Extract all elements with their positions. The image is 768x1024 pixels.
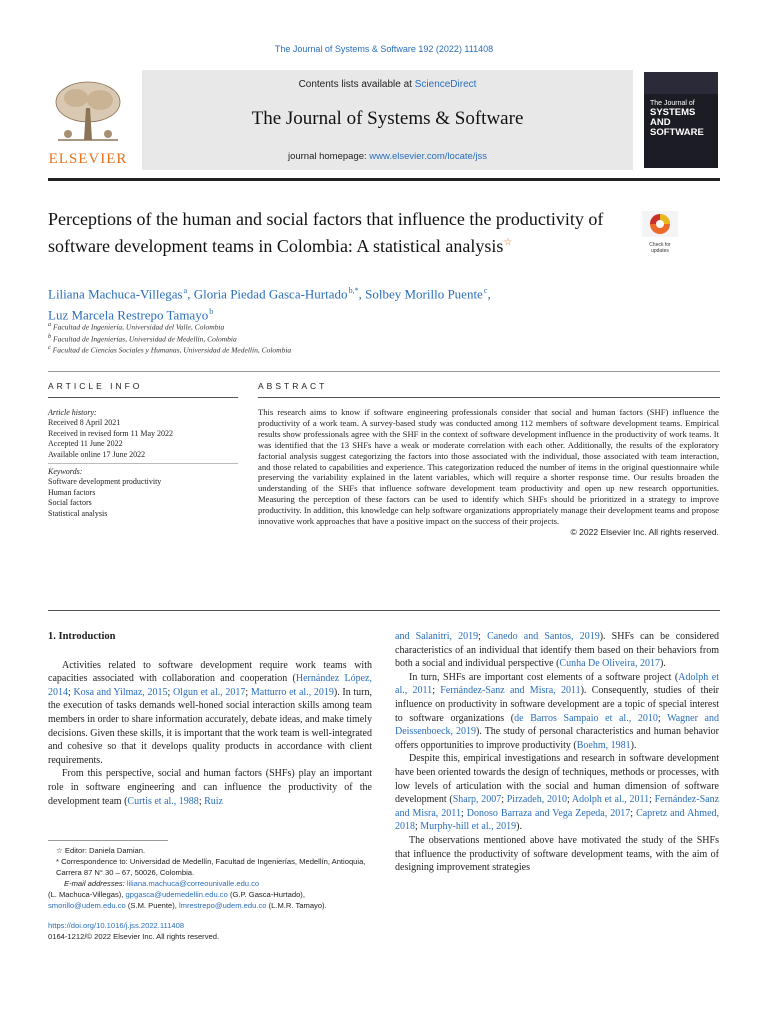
keyword-item: Software development productivity: [48, 477, 162, 487]
citation-link[interactable]: Pirzadeh, 2010: [506, 794, 567, 806]
author-name[interactable]: Luz Marcela Restrepo Tamayo: [48, 307, 209, 323]
intro-paragraph: The observations mentioned above have motivated the study of the SHFs that influence the productivity of software development teams, with the aim of designing improvement strategies: [395, 834, 719, 874]
intro-paragraph: Activities related to software development require work teams with capacities associated with collaboration and cooperation (Hernández López, 2014; Kosa and Yilmaz, 2015; Olgun et al., 2017; Matturro et al., 2019). In turn, the execution of tasks demands well-honed social interaction skills among team members in order to share information accurately, debate ideas, and make timely decisions. Given these skills, it is important that the work team is well-integrated and cohesive so that it develops quality products in accordance with client requirements.: [48, 659, 372, 766]
affiliation-text: Facultad de Ingeniería, Universidad del Valle, Colombia: [53, 322, 225, 332]
citation-link[interactable]: Adolph et al., 2011: [395, 671, 719, 697]
author-list: Liliana Machuca-Villegas $^a$, Gloria Piedad Gasca-Hurtado $^{b,*}$, Solbey Morillo Puente $^c$, Luz Marcela Restrepo Tamayo $^b$: [48, 286, 491, 323]
left-column: [48, 630, 372, 808]
author-name[interactable]: Gloria Piedad Gasca-Hurtado: [193, 286, 348, 302]
text-run: ).: [630, 739, 637, 751]
affiliation-sup: b: [48, 333, 52, 340]
check-updates-badge[interactable]: [642, 211, 678, 254]
history-item: Accepted 11 June 2022: [48, 439, 123, 449]
article-info: [48, 408, 238, 519]
text-run: ). The study of personal characteristics and human behavior offers opportunities to improve productivity (: [395, 726, 719, 751]
banner-center: [142, 70, 633, 170]
correspondence-footnote: * Correspondence to: Universidad de Medellín, Facultad de Ingenierías, Medellín, Antioquia, Carrera 87 N° 30 – 67, 50026, Colombia.: [56, 857, 366, 877]
citation-link[interactable]: Capretz and Ahmed, 2018: [395, 807, 720, 833]
intro-paragraph: and Salanitri, 2019; Canedo and Santos, 2019). SHFs can be considered characteristics of an individual that identify them based on their behaviors from both a social and individual perspective (Cunha De Oliveira, 2017).: [395, 631, 720, 670]
affiliation-sup: c: [48, 344, 51, 351]
title-footnote-star[interactable]: ☆: [503, 237, 513, 248]
article-title: [48, 208, 628, 258]
email-link[interactable]: smorillo@udem.edu.co: [48, 901, 126, 910]
history-item: Available online 17 June 2022: [48, 449, 146, 459]
keywords-rule: [48, 463, 238, 464]
cover-line1: The Journal of: [650, 100, 695, 107]
citation-link[interactable]: Kosa and Yilmaz, 2015: [73, 686, 168, 698]
contents-line: [142, 79, 633, 90]
text-run: Despite this, empirical investigations and research in software development have been oriented towards the design of techniques, methods or processes, with low levels of articulation with the social and human dimension of software development (: [395, 753, 719, 806]
publisher-name: ELSEVIER: [48, 151, 128, 167]
check-updates-label: Check for updates: [649, 242, 671, 254]
email-owner: (L.M.R. Tamayo).: [268, 901, 327, 910]
info-rule: [48, 397, 238, 398]
text-run: ).: [659, 658, 666, 670]
citation-link[interactable]: Fernández-Sanz and Misra, 2011: [440, 685, 581, 697]
text-run: ). SHFs can be considered characteristics of an individual that identify them based on their behaviors from both a social and individual perspective (: [395, 631, 720, 670]
keyword-item: Human factors: [48, 487, 96, 497]
citation-link[interactable]: Ruiz: [204, 795, 223, 807]
history-item: Received in revised form 11 May 2022: [48, 428, 174, 438]
text-run: ).: [516, 821, 522, 833]
affiliation: [48, 321, 224, 332]
author-name[interactable]: Liliana Machuca-Villegas: [48, 286, 183, 302]
cover-stripe: [644, 72, 718, 94]
article-title-text: Perceptions of the human and social factors that influence the productivity of software development teams in Colombia: A statistical analysis: [48, 209, 604, 256]
header-rule: [48, 178, 720, 181]
affiliation-sup: a: [48, 321, 52, 328]
author-sup: b: [209, 307, 214, 317]
email-owner: (S.M. Puente),: [127, 901, 177, 910]
citation-link[interactable]: Canedo and Santos, 2019: [487, 631, 600, 642]
history-label: Article history:: [48, 408, 97, 417]
journal-title: The Journal of Systems & Software: [251, 108, 524, 129]
citation-link[interactable]: Boehm, 1981: [576, 739, 631, 751]
affiliation: [48, 344, 291, 355]
email-owner: (L. Machuca-Villegas),: [48, 890, 124, 899]
homepage-prefix: journal homepage:: [287, 151, 370, 162]
journal-banner: [48, 70, 720, 170]
text-run: Activities related to software development require work teams with capacities associated with collaboration and cooperation (: [48, 659, 372, 685]
affiliation-text: Facultad de Ingenierías, Universidad de Medellín, Colombia: [53, 334, 237, 344]
text-run: In turn, SHFs are important cost elements of a software project (: [409, 671, 679, 683]
affiliation-rule: [48, 371, 720, 372]
citation-link[interactable]: Curtis et al., 1988: [127, 795, 199, 807]
citation-link[interactable]: Donoso Barraza and Vega Zepeda, 2017: [466, 807, 631, 819]
homepage-line: [142, 151, 633, 162]
citation-link[interactable]: Sharp, 2007: [452, 794, 502, 806]
abstract-body: [258, 407, 719, 538]
citation-link[interactable]: Murphy-hill et al., 2019: [420, 821, 517, 833]
keyword-item: Social factors: [48, 498, 92, 508]
sciencedirect-link[interactable]: ScienceDirect: [414, 79, 477, 90]
check-updates-icon: [642, 211, 678, 237]
abstract-text: This research aims to know if software engineering professionals consider that social and human factors (SHF) influence the productivity of a work team. A survey-based study was conducted among 112 members of software development teams. Empirical results show professionals agree with the SHF in the context of software development influence in the productivity of work teams. It was identified that the 13 SHFs have a weak or moderate correlation with each other. Additionally, the results of the exploratory factorial analysis suggest categorizing the factors into those associated with the individual, those associated with team interaction, and those related to capabilities and experience. This categorization reduced the number of items in the original questionnaire while preserving the variability explained in the latent variables, which will require a shorter response time. Our results broaden the understanding of the SHFs that influence software development team productivity and open up new research opportunities. Measuring the perception of these factors can be used to identify which SHFs should be prioritized in a strategy to improve productivity. In addition, this knowledge can help software organizations appropriately manage their development teams and propose innovative work approaches that have a positive impact on the success of their projects.: [258, 407, 719, 527]
citation-link[interactable]: Adolph et al., 2011: [571, 794, 650, 806]
contents-prefix: Contents lists available at: [298, 79, 415, 90]
intro-paragraph: Despite this, empirical investigations and research in software development have been oriented towards the design of techniques, methods or processes, with low levels of articulation with the social and human dimension of software development (Sharp, 2007; Pirzadeh, 2010; Adolph et al., 2011; Fernández-Sanz and Misra, 2011; Donoso Barraza and Vega Zepeda, 2017; Capretz and Ahmed, 2018; Murphy-hill et al., 2019).: [395, 753, 720, 833]
email-link[interactable]: gpgasca@udemedellin.edu.co: [125, 890, 228, 899]
text-run: ). Consequently, studies of their influence on productivity in software development are a topic of special interest to software organizations (: [395, 685, 720, 724]
affiliation: [48, 333, 237, 344]
footnote-rule: [48, 840, 168, 841]
homepage-link[interactable]: www.elsevier.com/locate/jss: [369, 151, 488, 162]
citation-link[interactable]: Cunha De Oliveira, 2017: [559, 658, 660, 670]
author-sup: a: [183, 286, 188, 295]
author-sup: b,*: [348, 286, 359, 295]
keyword-item: Statistical analysis: [48, 508, 108, 518]
email-owner: (G.P. Gasca-Hurtado),: [229, 890, 305, 899]
keywords-label: Keywords:: [48, 467, 83, 477]
elsevier-tree-icon: [48, 78, 128, 150]
abstract-heading: ABSTRACT: [258, 381, 328, 391]
abstract-bottom-rule: [48, 610, 720, 611]
email-link[interactable]: liliana.machuca@correounivalle.edu.co: [126, 879, 260, 888]
cover-line2: SYSTEMS AND SOFTWARE: [650, 107, 704, 138]
email-link[interactable]: lmrestrepo@udem.edu.co: [179, 901, 267, 910]
section-heading-introduction: 1. Introduction: [48, 631, 116, 642]
citation-link[interactable]: and Salanitri, 2019: [395, 631, 479, 642]
journal-cover[interactable]: [644, 72, 718, 168]
issn-line: 0164-1212/© 2022 Elsevier Inc. All rights reserved.: [48, 932, 220, 941]
text-run: ). In turn, the execution of tasks demands well-honed social interaction skills among team members in order to share information accurately, debate ideas, and make timely decisions. Given these skills, it is important that the work team is well-integrated and cohesive so that it develops quality products in accordance with client requirements.: [48, 686, 372, 766]
doi-link[interactable]: https://doi.org/10.1016/j.jss.2022.111408: [48, 921, 185, 930]
editor-footnote: ☆ Editor: Daniela Damian.: [56, 846, 146, 855]
intro-paragraph: In turn, SHFs are important cost elements of a software project (Adolph et al., 2011; Fernández-Sanz and Misra, 2011). Consequently, studies of their influence on productivity in software development are a topic of special interest to software organizations (de Barros Sampaio et al., 2010; Wagner and Deissenboeck, 2019). The study of personal characteristics and human behavior offers opportunities to improve productivity (Boehm, 1981).: [395, 671, 720, 751]
citation-link[interactable]: Hernández López, 2014: [48, 673, 372, 698]
right-column: [395, 630, 719, 875]
elsevier-logo[interactable]: [48, 78, 128, 170]
citation-link[interactable]: Olgun et al., 2017: [172, 686, 246, 698]
history-item: Received 8 April 2021: [48, 418, 121, 428]
abstract-copyright: © 2022 Elsevier Inc. All rights reserved.: [570, 526, 719, 537]
citation-link[interactable]: Wagner and Deissenboeck, 2019: [395, 712, 719, 738]
author-name[interactable]: Solbey Morillo Puente: [365, 286, 483, 302]
article-info-heading: ARTICLE INFO: [48, 381, 143, 391]
affiliation-text: Facultad de Ciencias Sociales y Humanas, Universidad de Medellín, Colombia: [52, 345, 292, 355]
abstract-rule: [258, 397, 720, 398]
intro-paragraph: From this perspective, social and human factors (SHFs) play an important role in software engineering and can influence the productivity of the development team (Curtis et al., 1988; Ruiz: [48, 768, 372, 807]
citation-link[interactable]: Fernández-Sanz and Misra, 2011: [395, 794, 720, 819]
citation-link[interactable]: de Barros Sampaio et al., 2010: [514, 712, 658, 724]
footnotes: [48, 845, 372, 942]
journal-citation[interactable]: The Journal of Systems & Software 192 (2022) 111408: [274, 44, 494, 54]
email-label: E-mail addresses:: [64, 879, 125, 888]
citation-link[interactable]: Matturro et al., 2019: [250, 686, 334, 698]
author-sup: c: [483, 286, 488, 295]
text-run: From this perspective, social and human factors (SHFs) play an important role in software engineering and can influence the productivity of the development team (: [48, 768, 372, 807]
